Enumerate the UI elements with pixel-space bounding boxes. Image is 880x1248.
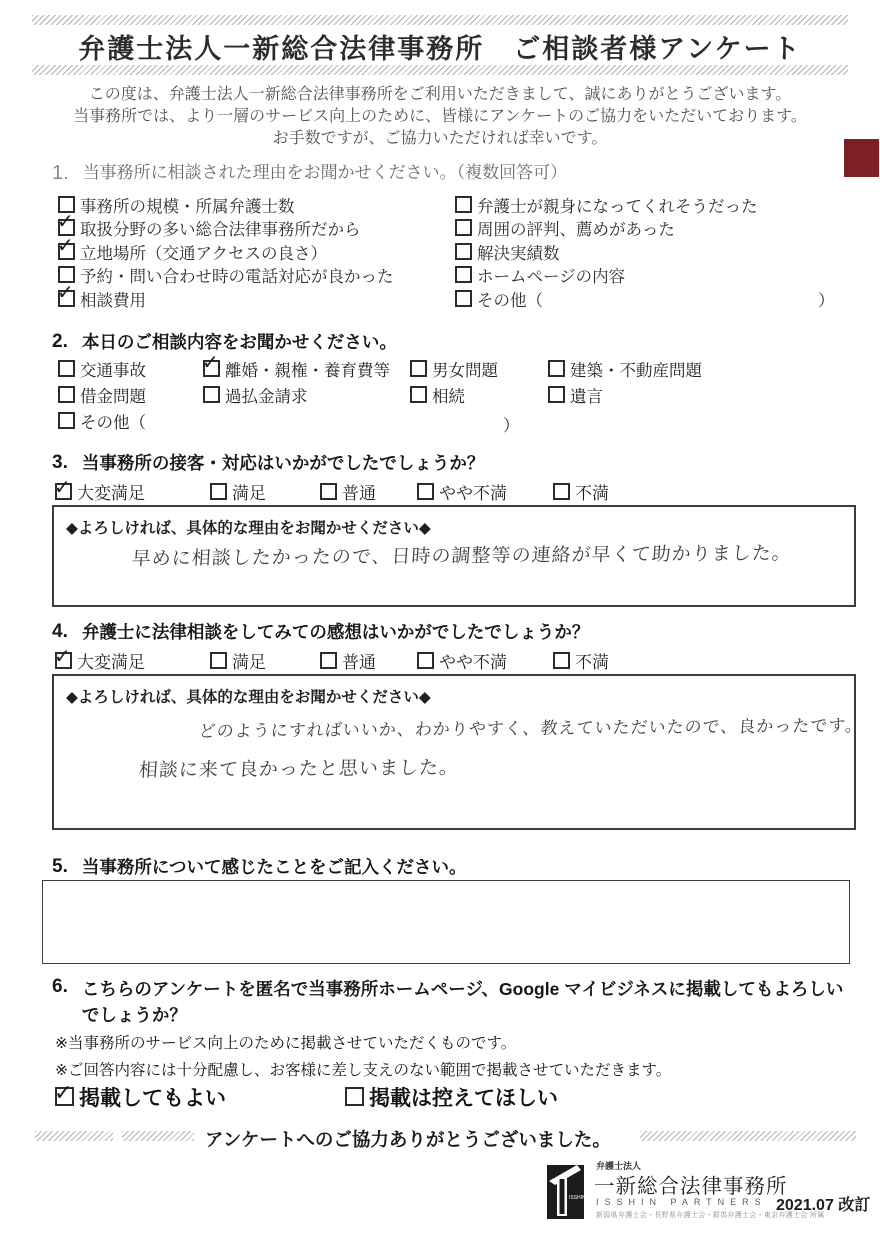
q3-handwritten-answer: 早めに相談したかったので、日時の調整等の連絡が早くて助かりました。 [131,543,793,570]
q1-option-other [455,290,835,313]
rating-option [417,479,507,504]
firm-name-english: ISSHIN PARTNERS [596,1197,767,1207]
q1-options-left [58,196,394,313]
checkbox[interactable] [345,1087,364,1106]
checkbox-label: 予約・問い合わせ時の電話対応が良かった [80,268,394,287]
rating-option [320,648,376,673]
q1-option [58,196,394,219]
intro-line-1: この度は、弁護士法人一新総合法律事務所をご利用いただきまして、誠にありがとうございます。 [88,86,792,103]
q1-options-right [455,196,835,313]
q6-title: こちらのアンケートを匿名で当事務所ホームページ、Google マイビジネスに掲載してもよろしいでしょうか？ [81,979,844,1025]
q2-title: 本日のご相談内容をお聞かせください。 [81,332,397,352]
checkbox-label: 過払金請求 [225,388,308,406]
q5-title: 当事務所について感じたことをご記入ください。 [81,857,467,877]
checkbox-label: 普通 [342,484,376,503]
checkbox-label: 掲載してもよい [79,1087,226,1110]
q4-number: 4. [52,621,68,642]
page-title: 弁護士法人一新総合法律事務所 ご相談者様アンケート [78,34,802,64]
q3-title: 当事務所の接客・対応はいかがでしたでしょうか？ [81,453,485,473]
checkbox[interactable] [203,360,220,377]
checkbox-label: 掲載は控えてほしい [369,1087,558,1110]
checkbox-label: 取扱分野の多い総合法律事務所だから [80,221,361,240]
q5-header [52,856,467,878]
q2-row-1 [58,360,848,384]
rating-option [55,479,145,504]
q2-option-other [58,412,146,435]
checkbox-label: 遺言 [570,388,603,406]
checkbox[interactable] [58,360,75,377]
q3-header [52,452,484,474]
rating-option [417,648,507,673]
q2-row-2 [58,386,848,410]
rating-option [320,479,376,504]
checkbox[interactable] [548,360,565,377]
q4-handwritten-answer-line1: どのようにすればいいか、わかりやすく、教えていただいたので、良かったです。 [198,716,864,741]
checkbox[interactable] [553,483,570,500]
hatch-divider-footer-right [640,1131,856,1141]
q6-notes [55,1030,671,1084]
q2-number: 2. [52,331,68,352]
hatch-divider-title-bottom [32,65,848,75]
q3-comment-box [52,505,856,607]
checkbox-label: 離婚・親権・養育費等 [225,362,390,380]
firm-memberships: 新潟県弁護士会・長野県弁護士会・群馬弁護士会・東京弁護士会 所属 [596,1212,825,1219]
checkbox-label: やや不満 [439,484,507,503]
q2-row-3 [58,412,848,436]
checkbox-label: 相談費用 [80,291,146,310]
q2-option [58,386,146,409]
other-close-paren: ） [503,417,520,435]
q2-option [58,360,146,383]
q4-comment-box [52,674,864,830]
checkbox[interactable] [210,652,227,669]
checkbox[interactable] [55,652,72,669]
checkbox[interactable] [548,386,565,403]
checkbox[interactable] [410,360,427,377]
checkbox[interactable] [58,386,75,403]
checkbox-label: 普通 [342,653,376,672]
logo-mark-text: ISSHIN [569,1195,586,1201]
q1-option [455,266,758,289]
q5-response-box [42,880,850,964]
firm-logo-icon [546,1161,586,1222]
intro-line-2: 当事務所では、より一層のサービス向上のために、皆様にアンケートのご協力をいただいております。 [73,108,807,125]
checkbox-label: 不満 [575,653,609,672]
checkbox[interactable] [210,483,227,500]
q1-title: 当事務所に相談された理由をお聞かせください。（複数回答可） [82,163,568,182]
checkbox[interactable] [417,483,434,500]
checkbox[interactable] [455,196,472,213]
checkbox-label: 大変満足 [77,484,145,503]
firm-name: 一新総合法律事務所 [594,1175,788,1198]
checkbox-label: 解決実績数 [477,244,560,263]
q2-option [203,360,390,383]
hatch-divider-footer-left-1 [35,1131,113,1141]
q1-option [58,290,394,313]
checkbox-label: 建築・不動産問題 [570,362,702,380]
checkbox[interactable] [417,652,434,669]
rating-option [553,479,609,504]
intro-text [0,84,880,150]
q4-header [52,621,589,643]
q1-option [58,266,394,289]
q6-option-allow [55,1082,226,1112]
q4-title: 弁護士に法律相談をしてみての感想はいかがでしたでしょうか？ [81,622,590,642]
checkbox[interactable] [55,483,72,500]
checkbox-label: 周囲の評判、薦めがあった [477,221,675,240]
q1-option [455,219,758,242]
firm-type-label: 弁護士法人 [596,1161,642,1171]
q6-header [52,976,844,1028]
q2-option [410,386,465,409]
checkbox[interactable] [203,386,220,403]
checkbox[interactable] [455,243,472,260]
hatch-divider-footer-left-2 [122,1131,194,1141]
checkbox[interactable] [55,1087,74,1106]
q2-option [548,360,702,383]
checkbox[interactable] [320,483,337,500]
hatch-divider-top [32,15,848,25]
q2-option [410,360,498,383]
rating-option [210,479,266,504]
checkbox[interactable] [320,652,337,669]
checkbox-label: 借金問題 [80,388,146,406]
checkbox[interactable] [58,412,75,429]
rating-option [210,648,266,673]
q6-note-1: ※当事務所のサービス向上のために掲載させていただくものです。 [55,1035,517,1052]
q3-number: 3. [52,452,68,473]
checkbox-label: 弁護士が親身になってくれそうだった [477,198,758,216]
q1-option [58,219,394,242]
intro-line-3: お手数ですが、ご協力いただければ幸いです。 [272,130,608,147]
q6-number: 6. [52,976,68,997]
thanks-text: アンケートへのご協力ありがとうございました。 [205,1129,611,1150]
checkbox-label: 男女問題 [432,362,498,380]
q6-note-2: ※ご回答内容には十分配慮し、お客様に差し支えのない範囲で掲載させていただきます。 [55,1062,672,1079]
q5-number: 5. [52,856,68,877]
q1-header [52,162,567,184]
q2-option [548,386,603,409]
checkbox[interactable] [58,290,75,307]
q6-option-decline [345,1082,558,1112]
q4-handwritten-answer-line2: 相談に来て良かったと思いました。 [138,757,460,782]
q1-option [455,196,758,219]
checkbox-label: 大変満足 [77,653,145,672]
q3-comment-prompt: ◆よろしければ、具体的な理由をお聞かせください◆ [66,520,431,537]
checkbox-label: 不満 [575,484,609,503]
checkbox-label: やや不満 [439,653,507,672]
checkbox[interactable] [455,219,472,236]
checkbox[interactable] [553,652,570,669]
q2-option [203,386,308,409]
q1-option [455,243,758,266]
red-redaction-mark [844,139,879,177]
checkbox[interactable] [455,266,472,283]
checkbox[interactable] [410,386,427,403]
q2-header [52,331,397,353]
checkbox-label: 交通事故 [80,362,146,380]
revision-date: 2021.07 改訂 [776,1197,871,1214]
checkbox-label: ホームページの内容 [477,268,626,287]
checkbox-label: その他（ [477,291,543,310]
rating-option [553,648,609,673]
checkbox-label: 立地場所（交通アクセスの良さ） [80,244,328,263]
q1-option [58,243,394,266]
checkbox-label: その他（ [80,414,146,432]
checkbox[interactable] [58,243,75,260]
checkbox-label: 相続 [432,388,465,406]
checkbox-label: 満足 [232,484,266,503]
other-close-paren: ） [818,291,835,310]
checkbox-label: 事務所の規模・所属弁護士数 [80,198,295,216]
checkbox-label: 満足 [232,653,266,672]
q1-number: 1. [52,162,69,184]
rating-option [55,648,145,673]
checkbox[interactable] [455,290,472,307]
q4-comment-prompt: ◆よろしければ、具体的な理由をお聞かせください◆ [66,689,431,706]
